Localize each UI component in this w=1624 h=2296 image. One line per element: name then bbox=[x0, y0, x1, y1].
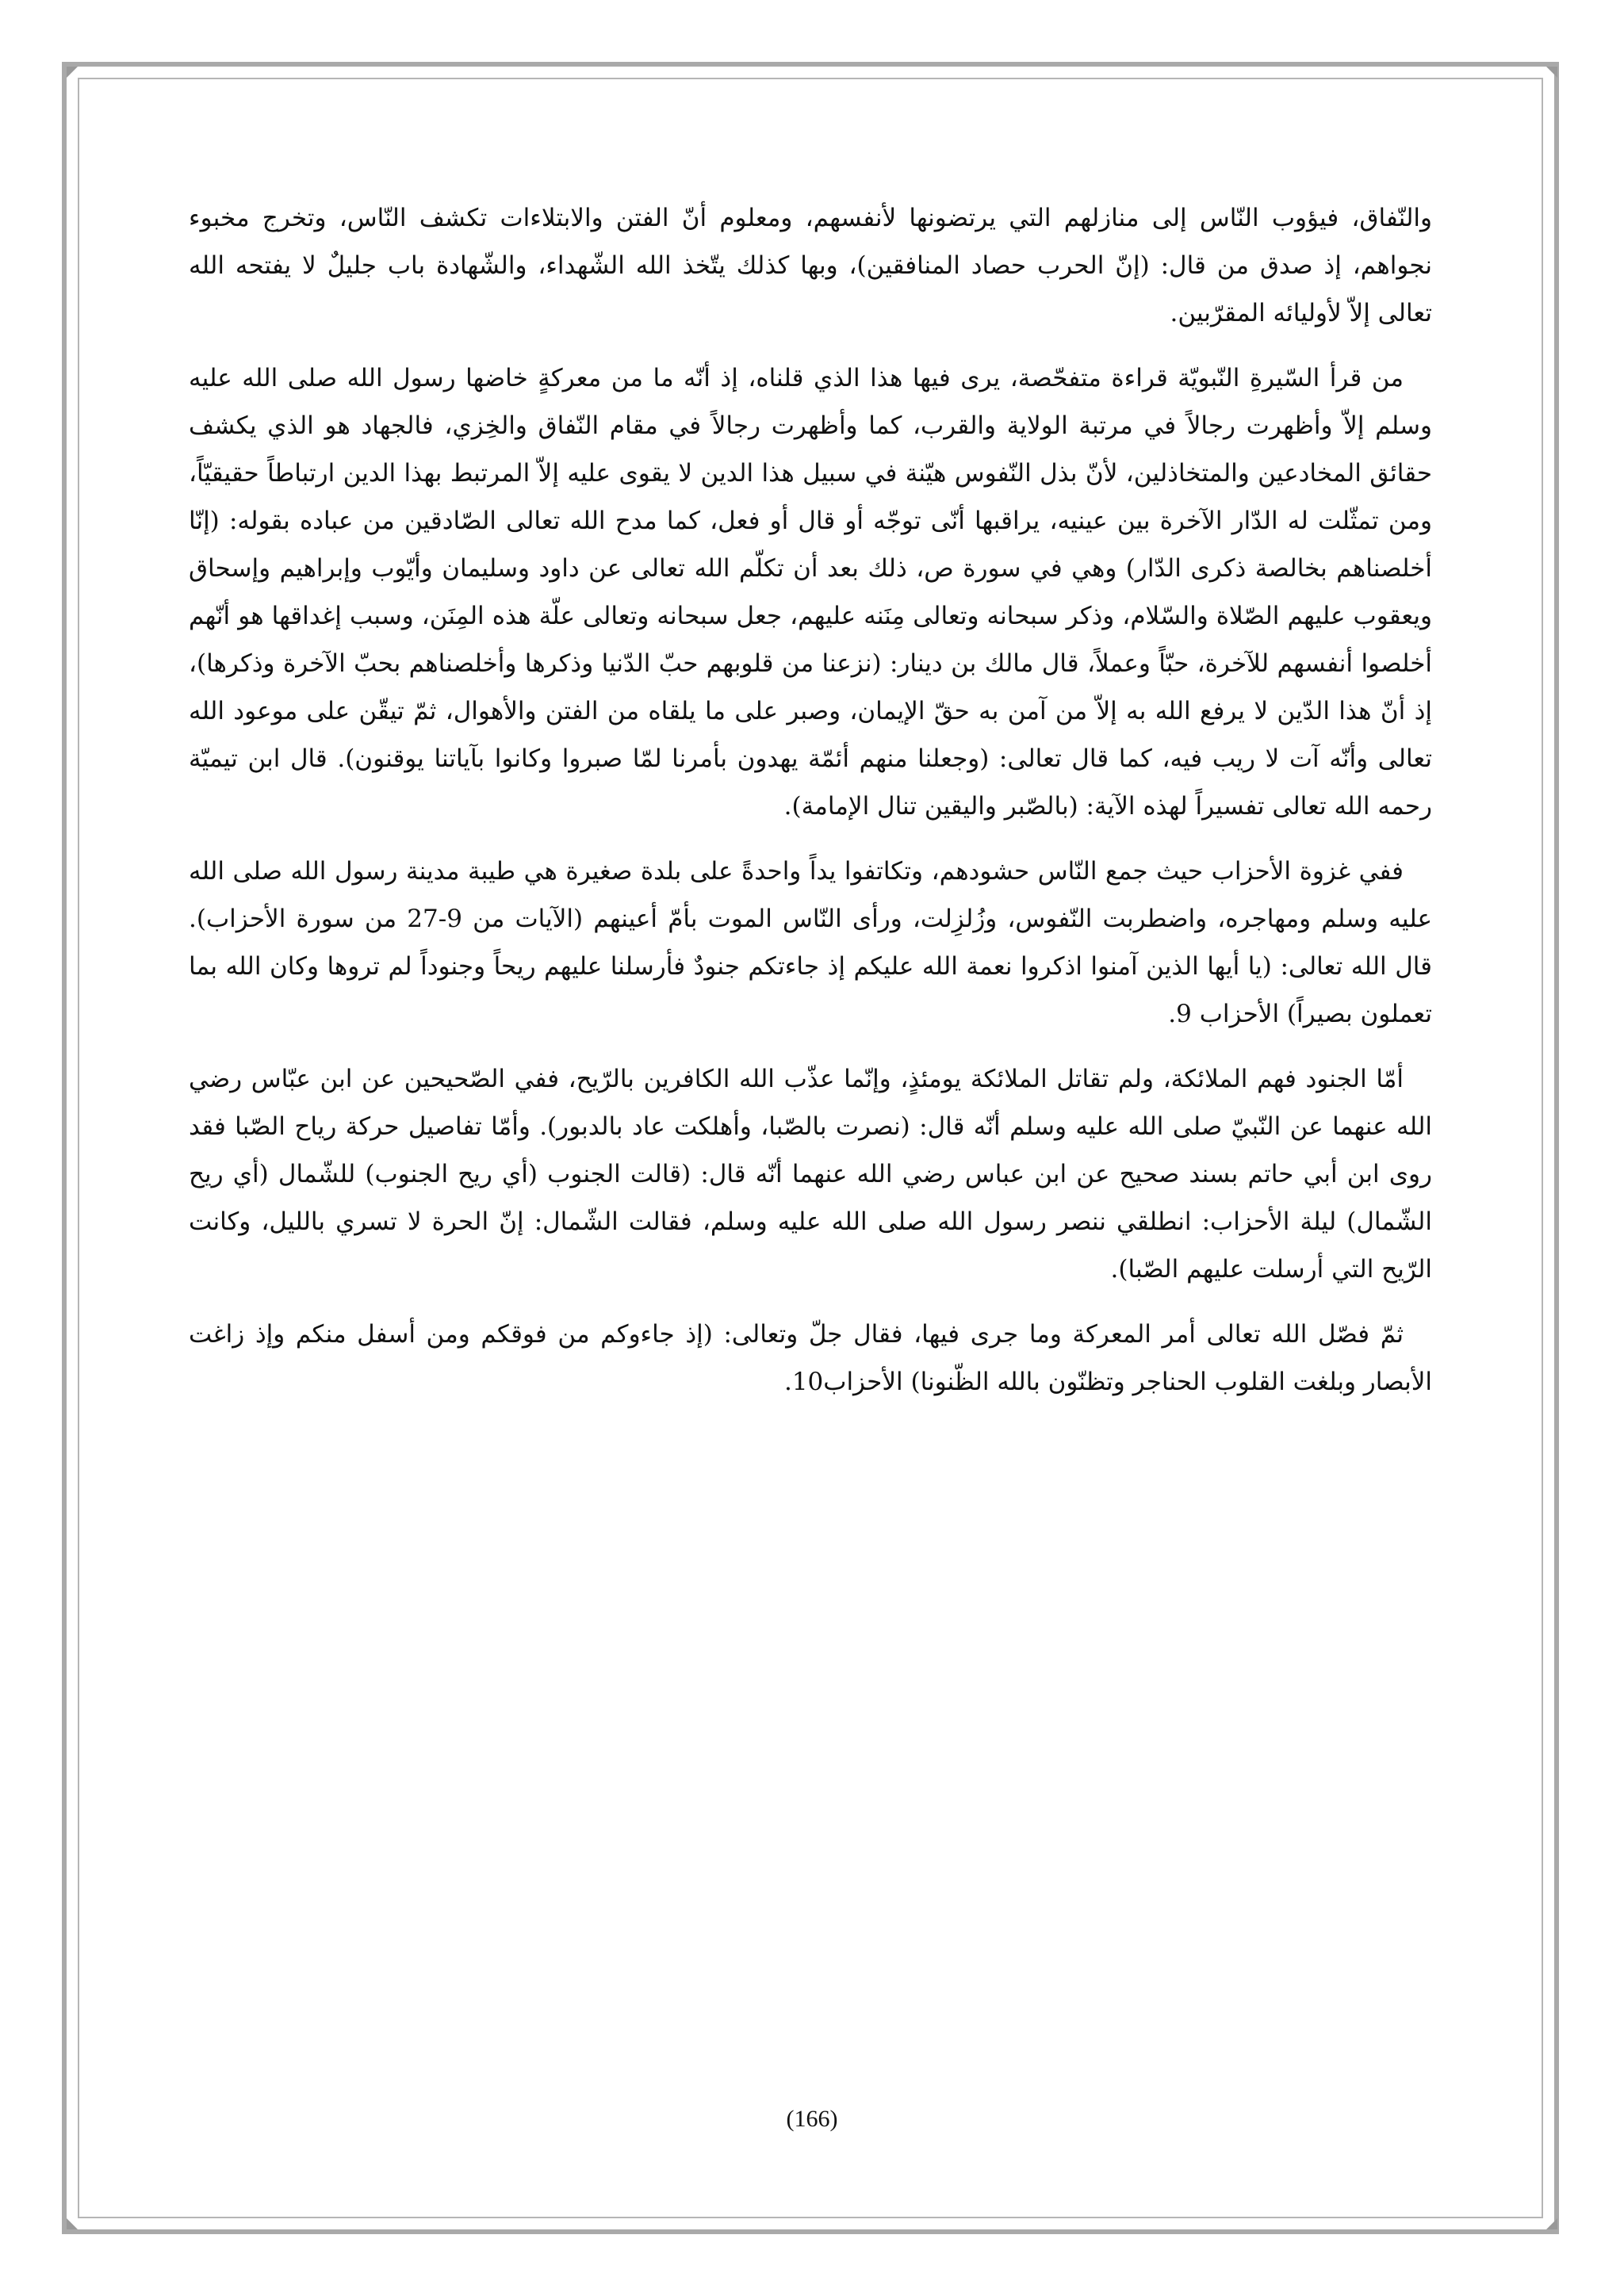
corner-ornament-top-right bbox=[1546, 67, 1557, 78]
page-number: (166) bbox=[786, 2106, 838, 2132]
paragraph-4: أمّا الجنود فهم الملائكة، ولم تقاتل الملائكة يومئذٍ، وإنّما عذّب الله الكافرين بالرّيح، ففي الصّحيحين عن ابن عبّاس رضي الله عنهما عن النّبيّ صلى الله عليه وسلم أنّه قال: (نصرت بالصّبا، وأهلكت عاد بالدبور). وأمّا تفاصيل حركة رياح الصّبا فقد روى ابن أبي حاتم بسند صحيح عن ابن عباس رضي الله عنهما أنّه قال: (قالت الجنوب (أي ريح الجنوب) للشّمال (أي ريح الشّمال) ليلة الأحزاب: انطلقي ننصر رسول الله صلى الله عليه وسلم، فقالت الشّمال: إنّ الحرة لا تسري بالليل، وكانت الرّيح التي أرسلت عليهم الصّبا). bbox=[189, 1065, 1432, 1284]
paragraph-2: من قرأ السّيرةِ النّبويّة قراءة متفحّصة، يرى فيها هذا الذي قلناه، إذ أنّه ما من معركةٍ خاضها رسول الله صلى الله عليه وسلم إلاّ وأظهرت رجالاً في مرتبة الولاية والقرب، كما وأظهرت رجالاً في مقام النّفاق والخِزي، فالجهاد هو الذي يكشف حقائق المخادعين والمتخاذلين، لأنّ بذل النّفوس هيّنة في سبيل هذا الدين لا يقوى عليه إلاّ المرتبط بهذا الدين ارتباطاً حقيقيّاً، ومن تمثّلت له الدّار الآخرة بين عينيه، يراقبها أنّى توجّه أو قال أو فعل، كما مدح الله تعالى الصّادقين من عباده بقوله: (إنّا أخلصناهم بخالصة ذكرى الدّار) وهي في سورة ص، ذلك بعد أن تكلّم الله تعالى عن داود وسليمان وأيّوب وإبراهيم وإسحاق ويعقوب عليهم الصّلاة والسّلام، وذكر سبحانه وتعالى مِنَنه عليهم، جعل سبحانه وتعالى علّة هذه المِنَن، وسبب إغداقها هو أنّهم أخلصوا أنفسهم للآخرة، حبّاً وعملاً، قال مالك بن دينار: (نزعنا من قلوبهم حبّ الدّنيا وذكرها وأخلصناهم بحبّ الآخرة وذكرها)، إذ أنّ هذا الدّين لا يرفع الله به إلاّ من آمن به حقّ الإيمان، وصبر على ما يلقاه من الفتن والأهوال، ثمّ تيقّن على موعود الله تعالى وأنّه آت لا ريب فيه، كما قال تعالى: (وجعلنا منهم أئمّة يهدون بأمرنا لمّا صبروا وكانوا بآياتنا يوقنون). قال ابن تيميّة رحمه الله تعالى تفسيراً لهذه الآية: (بالصّبر واليقين تنال الإمامة). bbox=[189, 364, 1432, 821]
corner-ornament-bottom-left bbox=[67, 2218, 78, 2229]
paragraph-3: ففي غزوة الأحزاب حيث جمع النّاس حشودهم، وتكاتفوا يداً واحدةً على بلدة صغيرة هي طيبة مدينة رسول الله صلى الله عليه وسلم ومهاجره، واضطربت النّفوس، وزُلزِلت، ورأى النّاس الموت بأمّ أعينهم (الآيات من 9-27 من سورة الأحزاب). قال الله تعالى: (يا أيها الذين آمنوا اذكروا نعمة الله عليكم إذ جاءتكم جنودٌ فأرسلنا عليهم ريحاً وجنوداً لم تروها وكان الله بما تعملون بصيراً) الأحزاب 9. bbox=[189, 857, 1432, 1028]
paragraph-5: ثمّ فصّل الله تعالى أمر المعركة وما جرى فيها، فقال جلّ وتعالى: (إذ جاءوكم من فوقكم ومن أسفل منكم وإذ زاغت الأبصار وبلغت القلوب الحناجر وتظنّون بالله الظّنونا) الأحزاب10. bbox=[189, 1320, 1432, 1396]
page-body bbox=[189, 194, 1432, 1423]
corner-ornament-top-left bbox=[67, 67, 78, 78]
corner-ornament-bottom-right bbox=[1546, 2218, 1557, 2229]
paragraph-1: والنّفاق، فيؤوب النّاس إلى منازلهم التي يرتضونها لأنفسهم، ومعلوم أنّ الفتن والابتلاءات تكشف النّاس، وتخرج مخبوء نجواهم، إذ صدق من قال: (إنّ الحرب حصاد المنافقين)، وبها كذلك يتّخذ الله الشّهداء، والشّهادة باب جليلٌ لا يفتحه الله تعالى إلاّ لأوليائه المقرّبين. bbox=[189, 204, 1432, 327]
